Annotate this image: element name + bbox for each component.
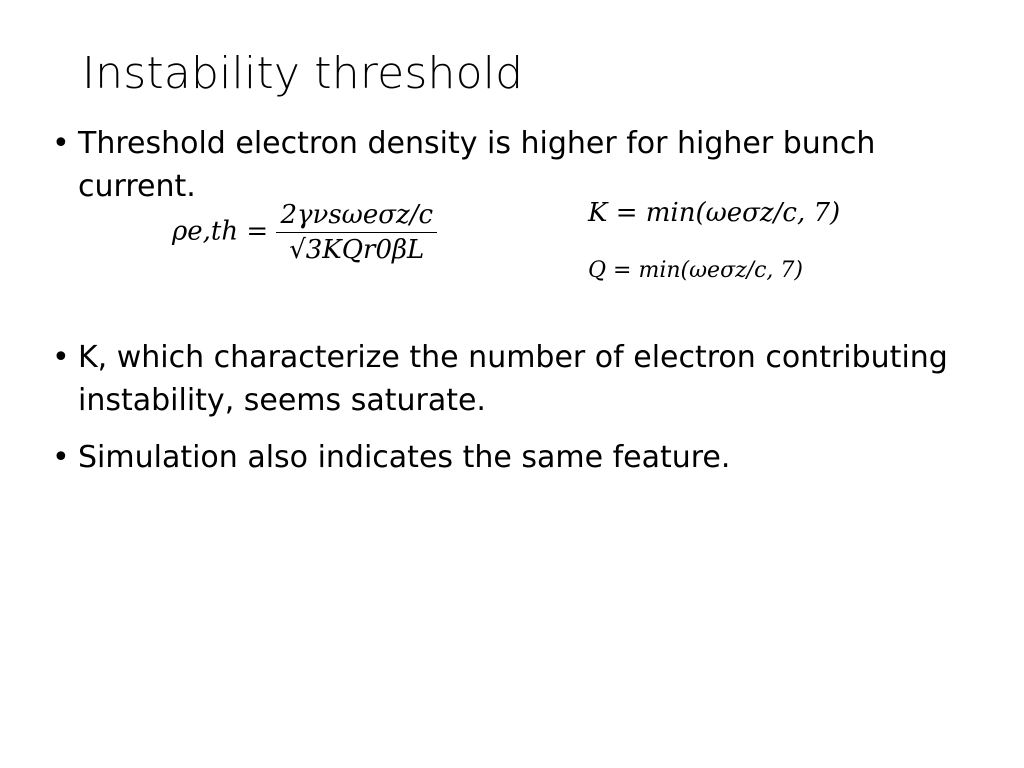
q-formula [588, 258, 803, 283]
bullet-text: K, which characterize the number of electron contributing instability, seems saturate. [78, 340, 948, 418]
slide-title: Instability threshold [82, 48, 524, 99]
bullet-marker: • [52, 440, 70, 475]
q-formula-text: Q = min(ωeσz/c, 7) [588, 258, 803, 283]
bullet-text: Threshold electron density is higher for higher bunch current. [78, 126, 876, 204]
k-formula-text: K = min(ωeσz/c, 7) [588, 198, 841, 228]
bullet-text: Simulation also indicates the same feature. [78, 440, 731, 475]
bullet-item [52, 436, 958, 479]
rho-numerator: 2γνsωeσz/c [276, 200, 437, 233]
rho-fraction [276, 200, 437, 265]
rho-denominator: √3KQr0βL [289, 235, 425, 265]
bullet-item [52, 122, 958, 208]
k-formula [588, 198, 840, 228]
rho-lhs: ρe,th = [172, 216, 269, 247]
bullet-marker: • [52, 340, 70, 375]
rho-threshold-formula [172, 200, 437, 265]
bullet-item [52, 336, 958, 422]
bullet-marker: • [52, 126, 70, 161]
